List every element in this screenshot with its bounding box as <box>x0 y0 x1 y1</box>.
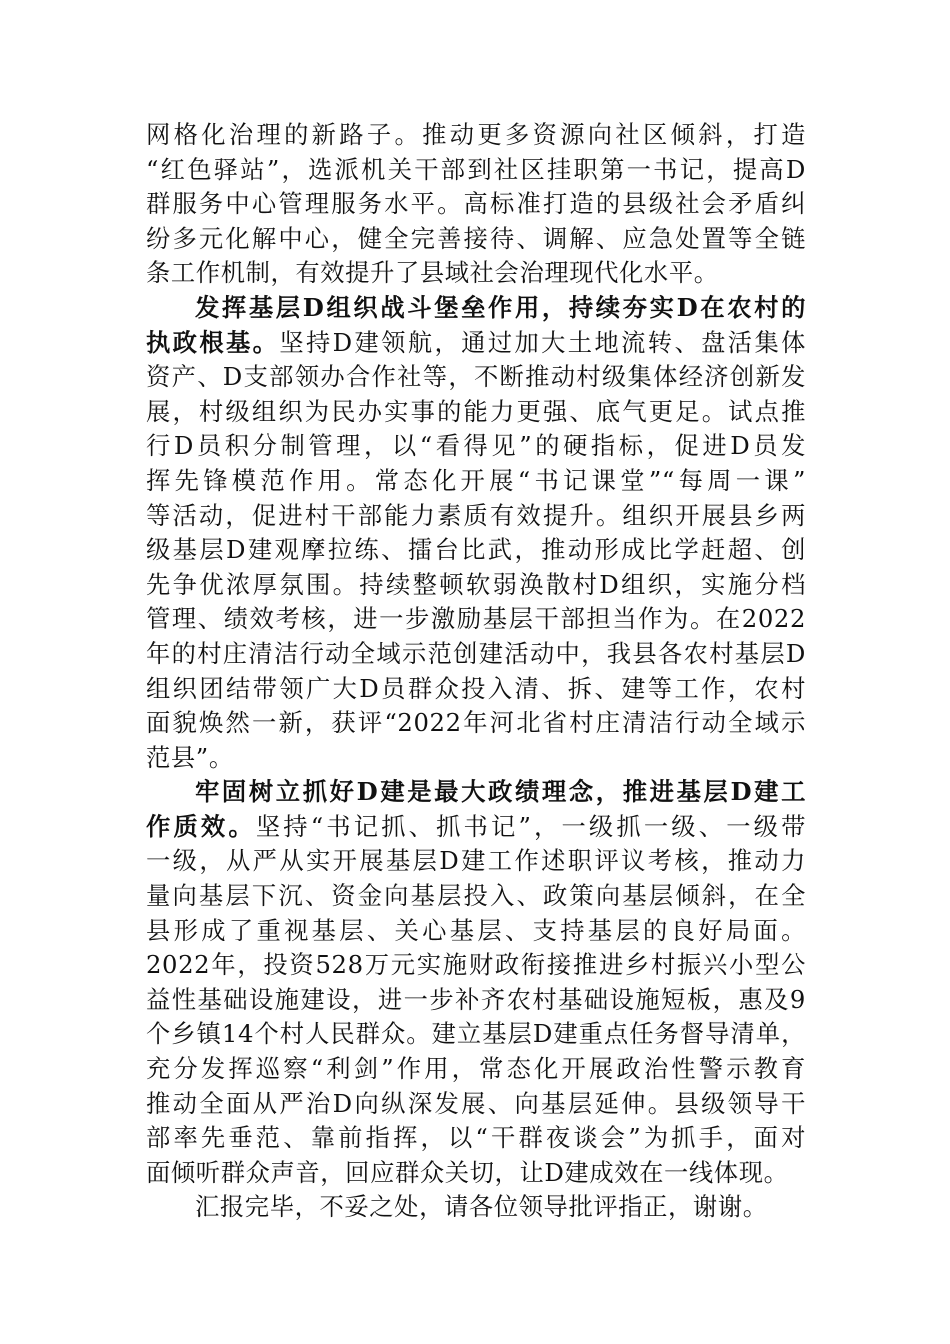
text-line: 挥先锋模范作用。常态化开展“书记课堂”“每周一课” <box>146 465 806 495</box>
text-line: 管理、绩效考核，进一步激励基层干部担当作为。在2022 <box>146 604 806 634</box>
text-line: 县形成了重视基层、关心基层、支持基层的良好局面。 <box>146 915 806 945</box>
text-line: 个乡镇14个村人民群众。建立基层D建重点任务督导清单， <box>146 1019 806 1049</box>
text-line: 量向基层下沉、资金向基层投入、政策向基层倾斜，在全 <box>146 881 806 911</box>
text-line <box>146 326 806 361</box>
text-line: 年的村庄清洁行动全域示范创建活动中，我县各农村基层D <box>146 638 806 668</box>
text-line: 资产、D支部领办合作社等，不断推动村级集体经济创新发 <box>146 362 806 392</box>
text-line: 部率先垂范、靠前指挥，以“干群夜谈会”为抓手，面对 <box>146 1123 806 1153</box>
text-line: 2022年，投资528万元实施财政衔接推进乡村振兴小型公 <box>146 950 806 980</box>
document-body <box>146 118 806 1225</box>
text-line: 面貌焕然一新，获评“2022年河北省村庄清洁行动全域示 <box>146 708 806 738</box>
text-line: 纷多元化解中心，健全完善接待、调解、应急处置等全链 <box>146 223 806 253</box>
text-line: 先争优浓厚氛围。持续整顿软弱涣散村D组织，实施分档 <box>146 569 806 599</box>
text-line: 推动全面从严治D向纵深发展、向基层延伸。县级领导干 <box>146 1088 806 1118</box>
text-line <box>146 810 806 845</box>
text-line: 范县”。 <box>146 742 234 772</box>
text-line: “红色驿站”，选派机关干部到社区挂职第一书记，提高D <box>146 154 806 184</box>
text-line: 面倾听群众声音，回应群众关切，让D建成效在一线体现。 <box>146 1157 789 1187</box>
closing-line: 汇报完毕，不妥之处，请各位领导批评指正，谢谢。 <box>195 1192 768 1222</box>
section-heading-end: 执政根基。 <box>146 327 280 357</box>
section-heading-end: 作质效。 <box>146 811 256 841</box>
text-line: 一级，从严从实开展基层D建工作述职评议考核，推动力 <box>146 846 806 876</box>
text-line: 展，村级组织为民办实事的能力更强、底气更足。试点推 <box>146 396 806 426</box>
paragraph-community-governance <box>146 118 806 291</box>
paragraph-party-building-effectiveness <box>146 775 806 1190</box>
section-heading: 牢固树立抓好D建是最大政绩理念，推进基层D建工 <box>195 777 806 807</box>
paragraph-grassroots-organization <box>146 291 806 775</box>
text-line: 行D员积分制管理，以“看得见”的硬指标，促进D员发 <box>146 431 806 461</box>
text-run: 坚持“书记抓、抓书记”，一级抓一级、一级带 <box>255 811 806 841</box>
paragraph-closing <box>146 1190 806 1225</box>
text-line: 组织团结带领广大D员群众投入清、拆、建等工作，农村 <box>146 673 806 703</box>
text-line: 充分发挥巡察“利剑”作用，常态化开展政治性警示教育 <box>146 1054 806 1084</box>
text-run: 坚持D建领航，通过加大土地流转、盘活集体 <box>279 327 807 357</box>
text-line: 条工作机制，有效提升了县域社会治理现代化水平。 <box>146 258 719 288</box>
text-line: 益性基础设施建设，进一步补齐农村基础设施短板，惠及9 <box>146 984 806 1014</box>
text-line: 网格化治理的新路子。推动更多资源向社区倾斜，打造 <box>146 120 806 149</box>
text-line: 等活动，促进村干部能力素质有效提升。组织开展县乡两 <box>146 500 806 530</box>
text-line: 群服务中心管理服务水平。高标准打造的县级社会矛盾纠 <box>146 189 806 219</box>
text-line: 级基层D建观摩拉练、擂台比武，推动形成比学赶超、创 <box>146 535 806 565</box>
section-heading: 发挥基层D组织战斗堡垒作用，持续夯实D在农村的 <box>195 292 806 322</box>
